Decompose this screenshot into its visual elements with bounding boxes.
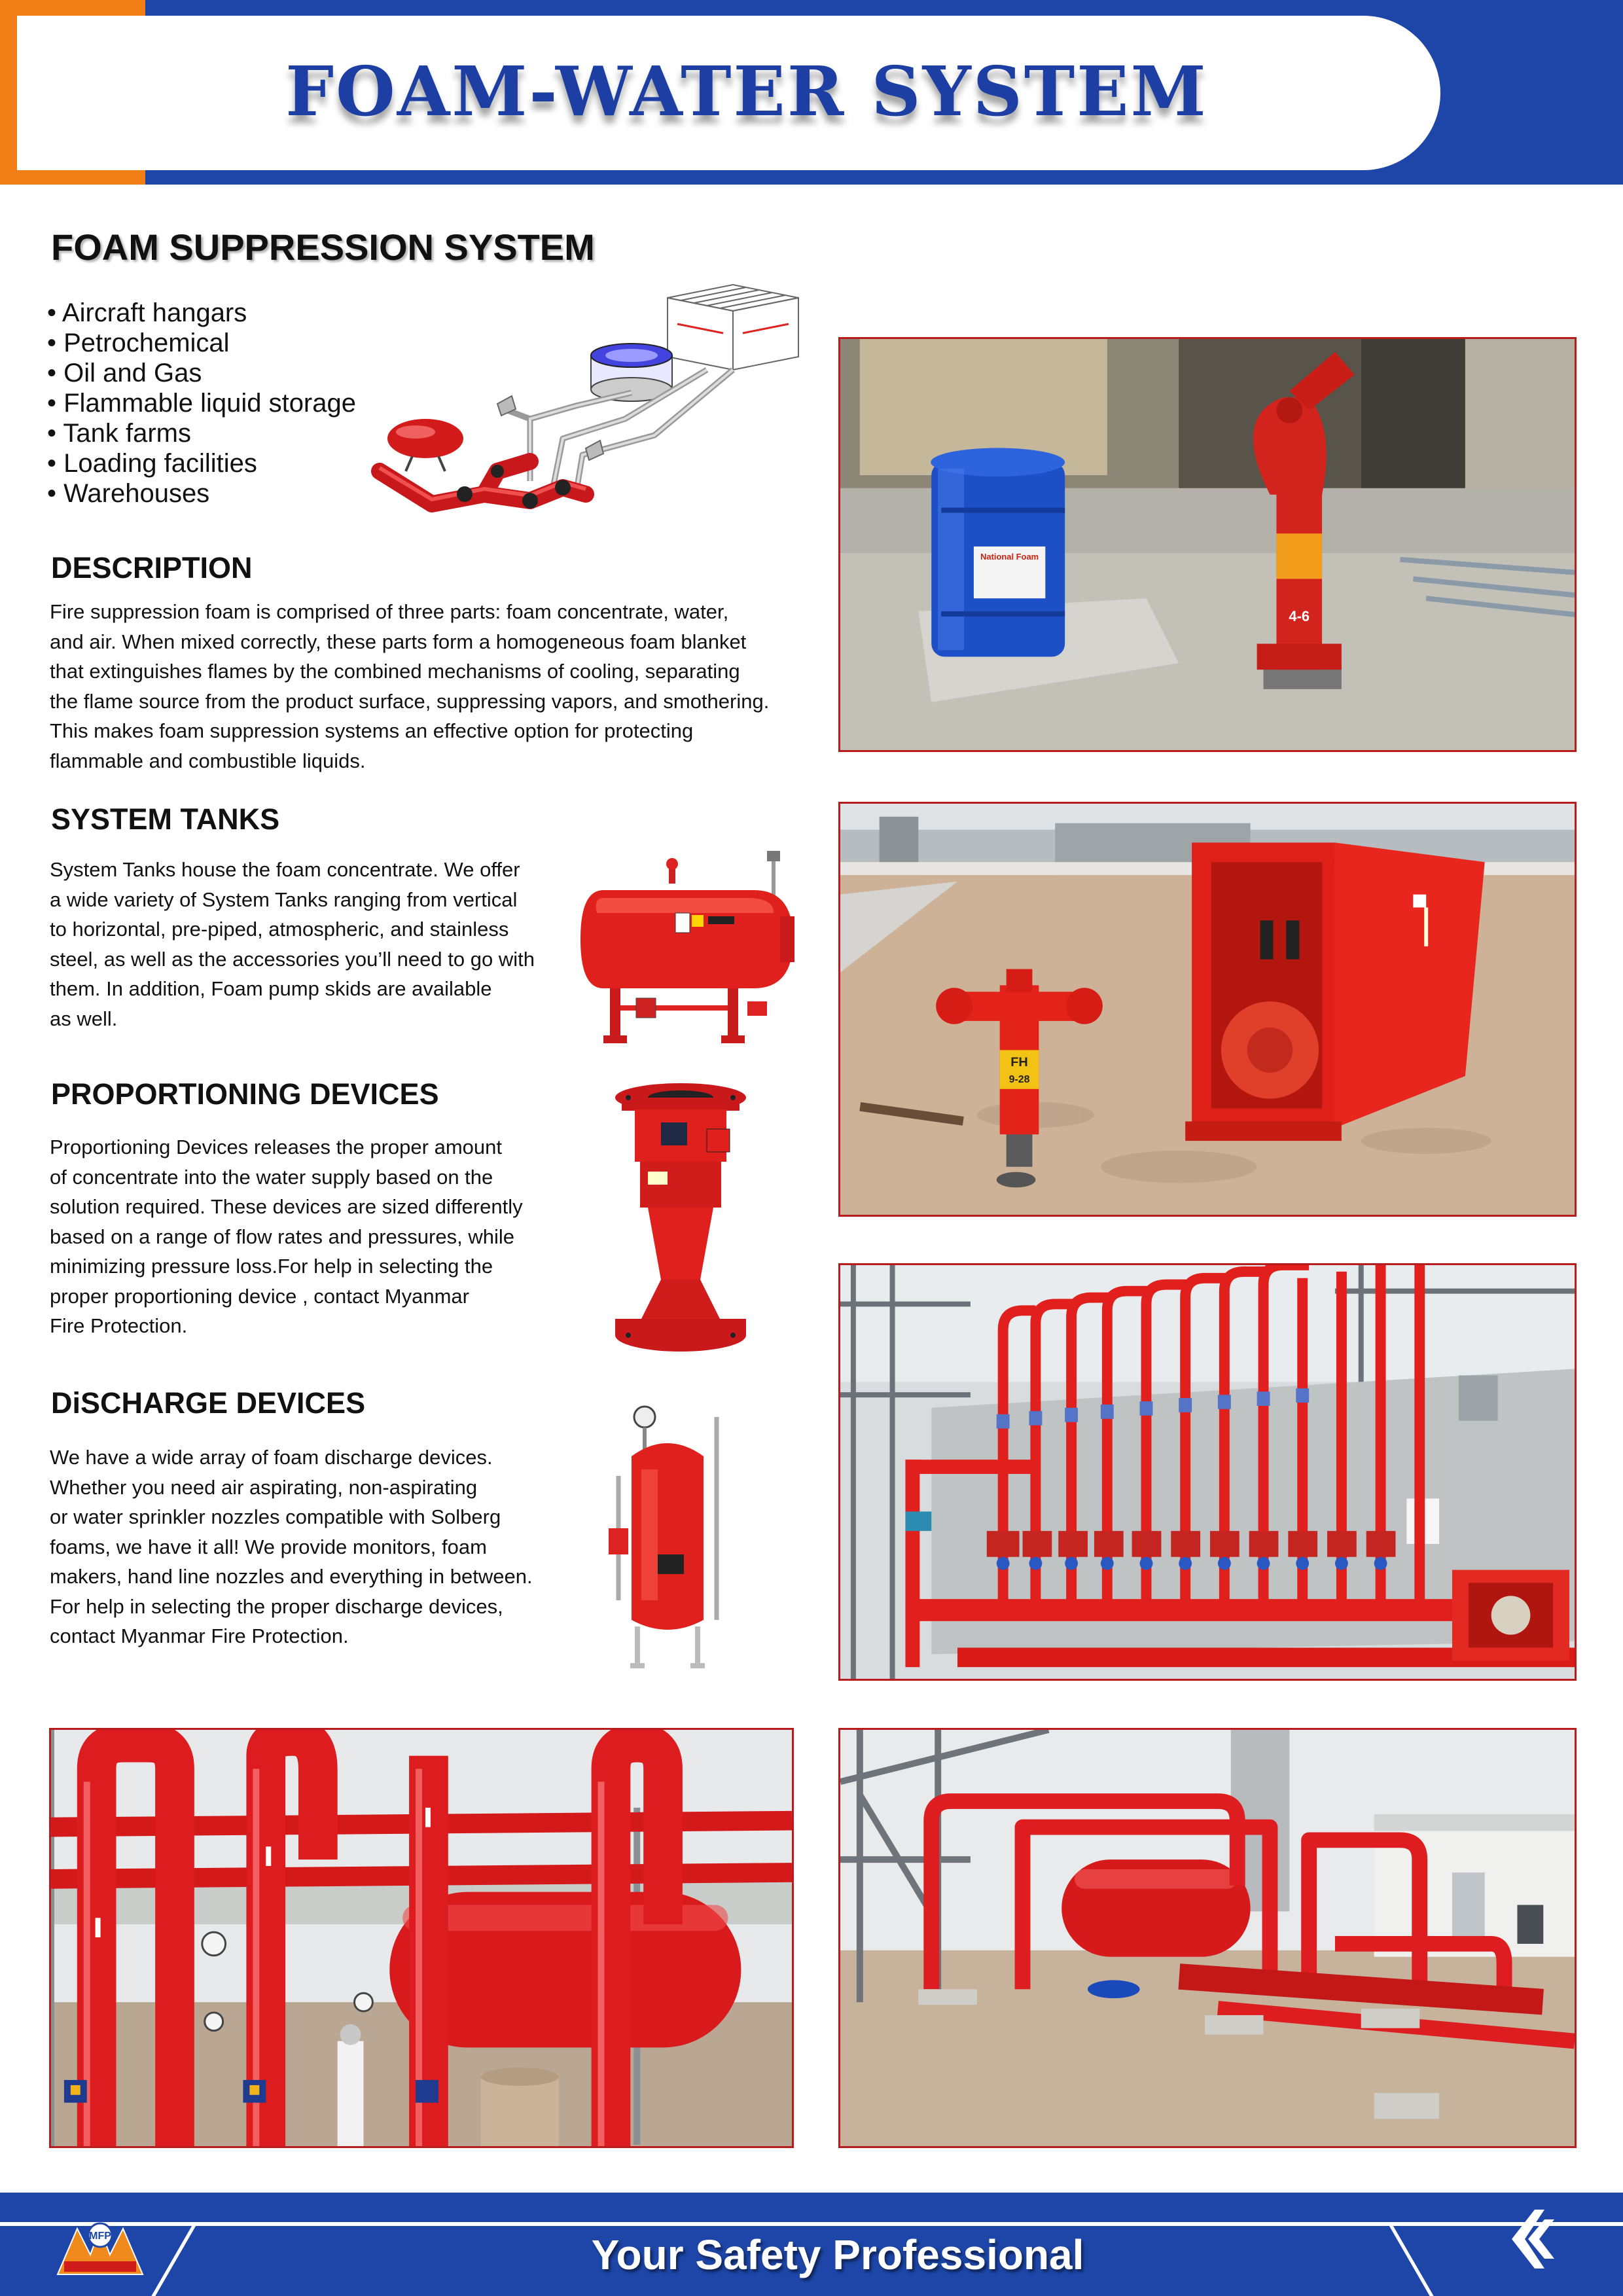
text-line: solution required. These devices are sized differently (50, 1195, 523, 1218)
system-tanks-heading: SYSTEM TANKS (51, 802, 280, 836)
vertical-tank-image (605, 1404, 730, 1672)
text-line: or water sprinkler nozzles compatible with Solberg (50, 1505, 501, 1528)
text-line: them. In addition, Foam pump skids are available (50, 977, 492, 1000)
brand-mark-icon (1505, 2203, 1564, 2275)
text-line: This makes foam suppression systems an effective option for protecting (50, 719, 694, 742)
text-line: makers, hand line nozzles and everything in between. (50, 1565, 533, 1588)
foam-system-diagram (366, 278, 812, 540)
text-line: proper proportioning device , contact Myanmar (50, 1284, 469, 1308)
company-logo (51, 2215, 149, 2281)
page-header (0, 0, 1623, 190)
monitor-label: 4-6 (1289, 607, 1310, 624)
text-line: Whether you need air aspirating, non-aspirating (50, 1475, 478, 1499)
list-item: • Tank farms (47, 419, 191, 448)
text-line: minimizing pressure loss.For help in selecting the (50, 1255, 493, 1278)
text-line: contact Myanmar Fire Protection. (50, 1624, 349, 1647)
discharge-heading: DiSCHARGE DEVICES (51, 1386, 366, 1420)
horizontal-tank-image (577, 851, 800, 1047)
text-line: of concentrate into the water supply based on the (50, 1165, 493, 1189)
text-line: the flame source from the product surface, suppressing vapors, and smothering. (50, 689, 770, 713)
photo-tank-skid-closeup (49, 1728, 794, 2148)
text-line: as well. (50, 1007, 118, 1030)
list-item: • Flammable liquid storage (47, 389, 356, 418)
text-line: foams, we have it all! We provide monitors, foam (50, 1535, 487, 1558)
text-line: and air. When mixed correctly, these parts form a homogeneous foam blanket (50, 630, 747, 653)
footer-tagline: Your Safety Professional (591, 2231, 1084, 2278)
system-tanks-text (50, 855, 613, 1033)
text-line: System Tanks house the foam concentrate. We offer (50, 858, 520, 881)
photo-hydrant-cabinet (838, 802, 1577, 1217)
foam-suppression-heading: FOAM SUPPRESSION SYSTEM (51, 226, 595, 268)
text-line: steel, as well as the accessories you’ll need to go with (50, 947, 535, 971)
text-line: Fire Protection. (50, 1314, 188, 1337)
text-line: Proportioning Devices releases the proper amount (50, 1136, 502, 1158)
text-line: Fire suppression foam is comprised of three parts: foam concentrate, water, (50, 600, 729, 623)
list-item: • Petrochemical (47, 329, 230, 357)
text-line: a wide variety of System Tanks ranging from vertical (50, 888, 518, 911)
description-text (50, 597, 855, 776)
discharge-text (50, 1443, 626, 1651)
photo-valve-manifold (838, 1263, 1577, 1681)
hydrant-sub-label: 9-28 (1008, 1073, 1030, 1085)
description-heading: DESCRIPTION (51, 551, 253, 584)
page-title: FOAM-WATER SYSTEM (285, 51, 1208, 132)
text-line: to horizontal, pre-piped, atmospheric, and stainless (50, 918, 509, 941)
text-line: that extinguishes flames by the combined mechanisms of cooling, separating (50, 660, 740, 683)
text-line: We have a wide array of foam discharge devices. (50, 1446, 493, 1469)
footer-line (183, 2222, 1440, 2226)
proportioner-image (609, 1083, 753, 1358)
list-item: • Loading facilities (47, 449, 257, 478)
drum-label: National Foam (980, 551, 1039, 562)
application-list (47, 298, 356, 509)
photo-foam-monitor (838, 337, 1577, 752)
text-line: based on a range of flow rates and pressures, while (50, 1225, 514, 1248)
photo-tank-skid-wide (838, 1728, 1577, 2148)
list-item: • Aircraft hangars (47, 298, 247, 327)
list-item: • Oil and Gas (47, 359, 202, 387)
list-item: • Warehouses (47, 479, 210, 508)
logo-text: MFP (89, 2231, 111, 2242)
text-line: flammable and combustible liquids. (50, 749, 366, 772)
proportioning-heading: PROPORTIONING DEVICES (51, 1077, 439, 1111)
hydrant-label: FH (1010, 1055, 1028, 1070)
proportioning-text (50, 1132, 613, 1341)
text-line: For help in selecting the proper discharge devices, (50, 1594, 503, 1618)
